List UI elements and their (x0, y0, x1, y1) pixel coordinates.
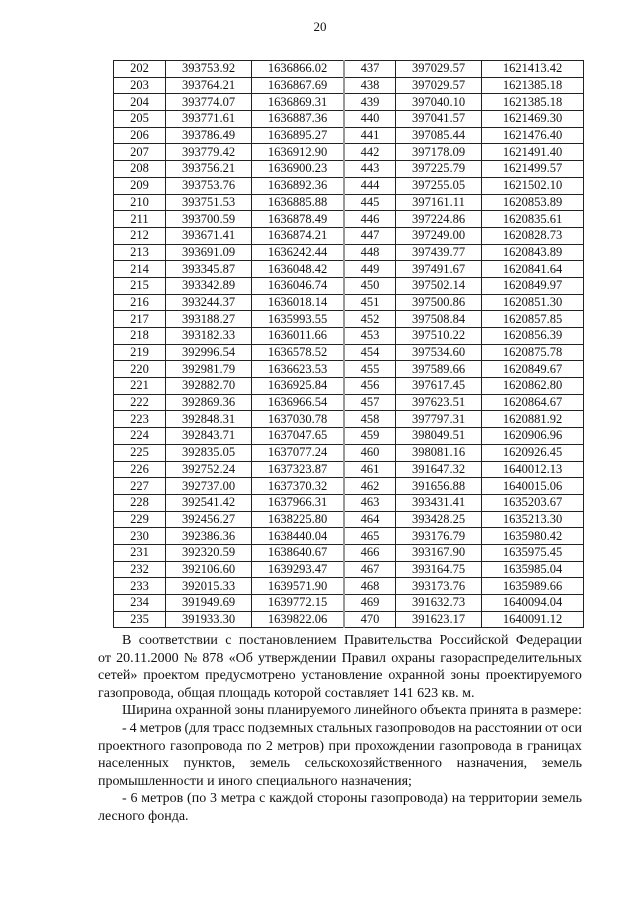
point-number-cell: 458 (344, 411, 396, 428)
point-number-cell: 235 (114, 611, 166, 628)
body-text-line: лесного фонда. (98, 808, 189, 824)
x-coordinate-cell: 392320.59 (166, 544, 252, 561)
x-coordinate-cell: 393756.21 (166, 161, 252, 178)
y-coordinate-cell: 1620841.64 (482, 261, 584, 278)
point-number-cell: 454 (344, 344, 396, 361)
point-number-cell: 231 (114, 544, 166, 561)
y-coordinate-cell: 1635213.30 (482, 511, 584, 528)
y-coordinate-cell: 1621385.18 (482, 77, 584, 94)
x-coordinate-cell: 398081.16 (396, 444, 482, 461)
y-coordinate-cell: 1620881.92 (482, 411, 584, 428)
y-coordinate-cell: 1621385.18 (482, 94, 584, 111)
point-number-cell: 223 (114, 411, 166, 428)
point-number-cell: 466 (344, 544, 396, 561)
table-row (114, 361, 584, 378)
y-coordinate-cell: 1636018.14 (252, 294, 345, 311)
point-number-cell: 219 (114, 344, 166, 361)
coordinates-table (113, 60, 584, 628)
point-number-cell: 204 (114, 94, 166, 111)
x-coordinate-cell: 393771.61 (166, 111, 252, 128)
body-text-line: - 4 метров (для трасс подземных стальных газопроводов на расстоянии от оси (122, 720, 582, 736)
y-coordinate-cell: 1638440.04 (252, 528, 345, 545)
y-coordinate-cell: 1636048.42 (252, 261, 345, 278)
x-coordinate-cell: 393244.37 (166, 294, 252, 311)
x-coordinate-cell: 397534.60 (396, 344, 482, 361)
point-number-cell: 452 (344, 311, 396, 328)
x-coordinate-cell: 397161.11 (396, 194, 482, 211)
x-coordinate-cell: 392106.60 (166, 561, 252, 578)
point-number-cell: 442 (344, 144, 396, 161)
point-number-cell: 218 (114, 328, 166, 345)
table-row (114, 461, 584, 478)
x-coordinate-cell: 392996.54 (166, 344, 252, 361)
x-coordinate-cell: 397255.05 (396, 177, 482, 194)
y-coordinate-cell: 1635985.04 (482, 561, 584, 578)
point-number-cell: 465 (344, 528, 396, 545)
x-coordinate-cell: 397617.45 (396, 378, 482, 395)
y-coordinate-cell: 1621413.42 (482, 61, 584, 78)
table-row (114, 595, 584, 612)
point-number-cell: 216 (114, 294, 166, 311)
y-coordinate-cell: 1639571.90 (252, 578, 345, 595)
x-coordinate-cell: 393176.79 (396, 528, 482, 545)
x-coordinate-cell: 397510.22 (396, 328, 482, 345)
y-coordinate-cell: 1621491.40 (482, 144, 584, 161)
y-coordinate-cell: 1640091.12 (482, 611, 584, 628)
table-row (114, 328, 584, 345)
x-coordinate-cell: 393342.89 (166, 277, 252, 294)
y-coordinate-cell: 1620856.39 (482, 328, 584, 345)
table-row (114, 177, 584, 194)
y-coordinate-cell: 1621469.30 (482, 111, 584, 128)
x-coordinate-cell: 393164.75 (396, 561, 482, 578)
table-row (114, 428, 584, 445)
point-number-cell: 232 (114, 561, 166, 578)
point-number-cell: 438 (344, 77, 396, 94)
point-number-cell: 215 (114, 277, 166, 294)
x-coordinate-cell: 393751.53 (166, 194, 252, 211)
y-coordinate-cell: 1621499.57 (482, 161, 584, 178)
point-number-cell: 228 (114, 494, 166, 511)
x-coordinate-cell: 393700.59 (166, 211, 252, 228)
table-row (114, 411, 584, 428)
y-coordinate-cell: 1640015.06 (482, 478, 584, 495)
x-coordinate-cell: 392869.36 (166, 394, 252, 411)
x-coordinate-cell: 393764.21 (166, 77, 252, 94)
point-number-cell: 214 (114, 261, 166, 278)
point-number-cell: 441 (344, 127, 396, 144)
point-number-cell: 448 (344, 244, 396, 261)
table-row (114, 127, 584, 144)
y-coordinate-cell: 1620857.85 (482, 311, 584, 328)
y-coordinate-cell: 1620875.78 (482, 344, 584, 361)
y-coordinate-cell: 1640012.13 (482, 461, 584, 478)
body-text-line: промышленности и иного специального назначения; (98, 773, 412, 789)
point-number-cell: 468 (344, 578, 396, 595)
body-text-line: сетей» проектом предусмотрено установление охранной зоны проектируемого (98, 668, 582, 684)
y-coordinate-cell: 1636866.02 (252, 61, 345, 78)
x-coordinate-cell: 393753.92 (166, 61, 252, 78)
y-coordinate-cell: 1635989.66 (482, 578, 584, 595)
body-text-line: газопровода, общая площадь которой составляет 141 623 кв. м. (98, 685, 475, 701)
x-coordinate-cell: 392981.79 (166, 361, 252, 378)
table-row (114, 444, 584, 461)
y-coordinate-cell: 1639293.47 (252, 561, 345, 578)
x-coordinate-cell: 391647.32 (396, 461, 482, 478)
y-coordinate-cell: 1636869.31 (252, 94, 345, 111)
y-coordinate-cell: 1636242.44 (252, 244, 345, 261)
table-row (114, 528, 584, 545)
table-row (114, 311, 584, 328)
table-row (114, 77, 584, 94)
x-coordinate-cell: 392843.71 (166, 428, 252, 445)
y-coordinate-cell: 1638225.80 (252, 511, 345, 528)
x-coordinate-cell: 392835.05 (166, 444, 252, 461)
y-coordinate-cell: 1620906.96 (482, 428, 584, 445)
y-coordinate-cell: 1636895.27 (252, 127, 345, 144)
y-coordinate-cell: 1620864.67 (482, 394, 584, 411)
page-number: 20 (313, 19, 327, 34)
table-row (114, 378, 584, 395)
point-number-cell: 220 (114, 361, 166, 378)
x-coordinate-cell: 392456.27 (166, 511, 252, 528)
y-coordinate-cell: 1635980.42 (482, 528, 584, 545)
point-number-cell: 234 (114, 595, 166, 612)
x-coordinate-cell: 397491.67 (396, 261, 482, 278)
y-coordinate-cell: 1636874.21 (252, 227, 345, 244)
point-number-cell: 212 (114, 227, 166, 244)
table-row (114, 144, 584, 161)
point-number-cell: 440 (344, 111, 396, 128)
point-number-cell: 210 (114, 194, 166, 211)
table-row (114, 494, 584, 511)
x-coordinate-cell: 397029.57 (396, 61, 482, 78)
x-coordinate-cell: 393779.42 (166, 144, 252, 161)
x-coordinate-cell: 393691.09 (166, 244, 252, 261)
table-row (114, 261, 584, 278)
table-row (114, 211, 584, 228)
point-number-cell: 222 (114, 394, 166, 411)
point-number-cell: 439 (344, 94, 396, 111)
body-text (98, 632, 582, 826)
y-coordinate-cell: 1636900.23 (252, 161, 345, 178)
table-row (114, 294, 584, 311)
x-coordinate-cell: 397085.44 (396, 127, 482, 144)
x-coordinate-cell: 392848.31 (166, 411, 252, 428)
y-coordinate-cell: 1635203.67 (482, 494, 584, 511)
point-number-cell: 213 (114, 244, 166, 261)
y-coordinate-cell: 1639822.06 (252, 611, 345, 628)
x-coordinate-cell: 391656.88 (396, 478, 482, 495)
x-coordinate-cell: 397439.77 (396, 244, 482, 261)
table-row (114, 194, 584, 211)
table-row (114, 61, 584, 78)
y-coordinate-cell: 1636892.36 (252, 177, 345, 194)
table-row (114, 94, 584, 111)
x-coordinate-cell: 392882.70 (166, 378, 252, 395)
point-number-cell: 445 (344, 194, 396, 211)
x-coordinate-cell: 393182.33 (166, 328, 252, 345)
point-number-cell: 205 (114, 111, 166, 128)
point-number-cell: 455 (344, 361, 396, 378)
point-number-cell: 209 (114, 177, 166, 194)
y-coordinate-cell: 1637966.31 (252, 494, 345, 511)
y-coordinate-cell: 1637323.87 (252, 461, 345, 478)
y-coordinate-cell: 1639772.15 (252, 595, 345, 612)
point-number-cell: 443 (344, 161, 396, 178)
x-coordinate-cell: 393167.90 (396, 544, 482, 561)
x-coordinate-cell: 392752.24 (166, 461, 252, 478)
x-coordinate-cell: 397029.57 (396, 77, 482, 94)
x-coordinate-cell: 397041.57 (396, 111, 482, 128)
point-number-cell: 227 (114, 478, 166, 495)
y-coordinate-cell: 1620849.67 (482, 361, 584, 378)
point-number-cell: 456 (344, 378, 396, 395)
x-coordinate-cell: 393173.76 (396, 578, 482, 595)
point-number-cell: 462 (344, 478, 396, 495)
table-row (114, 478, 584, 495)
point-number-cell: 203 (114, 77, 166, 94)
point-number-cell: 221 (114, 378, 166, 395)
x-coordinate-cell: 397178.09 (396, 144, 482, 161)
y-coordinate-cell: 1620835.61 (482, 211, 584, 228)
y-coordinate-cell: 1620851.30 (482, 294, 584, 311)
x-coordinate-cell: 397589.66 (396, 361, 482, 378)
point-number-cell: 208 (114, 161, 166, 178)
x-coordinate-cell: 397502.14 (396, 277, 482, 294)
x-coordinate-cell: 391623.17 (396, 611, 482, 628)
y-coordinate-cell: 1636887.36 (252, 111, 345, 128)
x-coordinate-cell: 393428.25 (396, 511, 482, 528)
point-number-cell: 229 (114, 511, 166, 528)
point-number-cell: 453 (344, 328, 396, 345)
point-number-cell: 207 (114, 144, 166, 161)
table-row (114, 161, 584, 178)
point-number-cell: 449 (344, 261, 396, 278)
x-coordinate-cell: 397249.00 (396, 227, 482, 244)
y-coordinate-cell: 1636623.53 (252, 361, 345, 378)
body-text-line: проектного газопровода по 2 метров) при прохождении газопровода в границах (98, 738, 582, 754)
x-coordinate-cell: 393786.49 (166, 127, 252, 144)
x-coordinate-cell: 397225.79 (396, 161, 482, 178)
x-coordinate-cell: 393431.41 (396, 494, 482, 511)
y-coordinate-cell: 1636885.88 (252, 194, 345, 211)
y-coordinate-cell: 1620853.89 (482, 194, 584, 211)
point-number-cell: 447 (344, 227, 396, 244)
y-coordinate-cell: 1635993.55 (252, 311, 345, 328)
y-coordinate-cell: 1637047.65 (252, 428, 345, 445)
table-row (114, 544, 584, 561)
y-coordinate-cell: 1637077.24 (252, 444, 345, 461)
y-coordinate-cell: 1636578.52 (252, 344, 345, 361)
y-coordinate-cell: 1636867.69 (252, 77, 345, 94)
body-text-line: - 6 метров (по 3 метра с каждой стороны газопровода) на территории земель (122, 791, 582, 807)
x-coordinate-cell: 397797.31 (396, 411, 482, 428)
point-number-cell: 451 (344, 294, 396, 311)
point-number-cell: 206 (114, 127, 166, 144)
table-row (114, 227, 584, 244)
x-coordinate-cell: 392015.33 (166, 578, 252, 595)
point-number-cell: 444 (344, 177, 396, 194)
table-row (114, 111, 584, 128)
y-coordinate-cell: 1636011.66 (252, 328, 345, 345)
point-number-cell: 437 (344, 61, 396, 78)
body-text-line: населенных пунктов, земель сельскохозяйственного назначения, земель (98, 756, 582, 772)
x-coordinate-cell: 398049.51 (396, 428, 482, 445)
y-coordinate-cell: 1635975.45 (482, 544, 584, 561)
x-coordinate-cell: 391632.73 (396, 595, 482, 612)
y-coordinate-cell: 1637030.78 (252, 411, 345, 428)
point-number-cell: 211 (114, 211, 166, 228)
body-text-line: от 20.11.2000 № 878 «Об утверждении Правил охраны газораспределительных (98, 650, 582, 666)
body-text-line: Ширина охранной зоны планируемого линейного объекта принята в размере: (122, 703, 582, 719)
x-coordinate-cell: 393345.87 (166, 261, 252, 278)
table-row (114, 561, 584, 578)
x-coordinate-cell: 393774.07 (166, 94, 252, 111)
y-coordinate-cell: 1620862.80 (482, 378, 584, 395)
y-coordinate-cell: 1637370.32 (252, 478, 345, 495)
y-coordinate-cell: 1621476.40 (482, 127, 584, 144)
x-coordinate-cell: 393188.27 (166, 311, 252, 328)
table-row (114, 244, 584, 261)
point-number-cell: 459 (344, 428, 396, 445)
table-row (114, 344, 584, 361)
y-coordinate-cell: 1636912.90 (252, 144, 345, 161)
x-coordinate-cell: 397224.86 (396, 211, 482, 228)
x-coordinate-cell: 393671.41 (166, 227, 252, 244)
point-number-cell: 460 (344, 444, 396, 461)
point-number-cell: 464 (344, 511, 396, 528)
x-coordinate-cell: 397500.86 (396, 294, 482, 311)
point-number-cell: 461 (344, 461, 396, 478)
y-coordinate-cell: 1638640.67 (252, 544, 345, 561)
table-row (114, 611, 584, 628)
x-coordinate-cell: 397040.10 (396, 94, 482, 111)
point-number-cell: 467 (344, 561, 396, 578)
point-number-cell: 226 (114, 461, 166, 478)
x-coordinate-cell: 397623.51 (396, 394, 482, 411)
y-coordinate-cell: 1620926.45 (482, 444, 584, 461)
point-number-cell: 233 (114, 578, 166, 595)
y-coordinate-cell: 1636878.49 (252, 211, 345, 228)
table-row (114, 394, 584, 411)
y-coordinate-cell: 1640094.04 (482, 595, 584, 612)
table-row (114, 511, 584, 528)
x-coordinate-cell: 392386.36 (166, 528, 252, 545)
point-number-cell: 225 (114, 444, 166, 461)
point-number-cell: 217 (114, 311, 166, 328)
point-number-cell: 446 (344, 211, 396, 228)
y-coordinate-cell: 1620849.97 (482, 277, 584, 294)
body-text-line: В соответствии с постановлением Правительства Российской Федерации (122, 633, 582, 648)
y-coordinate-cell: 1636966.54 (252, 394, 345, 411)
y-coordinate-cell: 1636925.84 (252, 378, 345, 395)
point-number-cell: 469 (344, 595, 396, 612)
point-number-cell: 470 (344, 611, 396, 628)
table-row (114, 578, 584, 595)
x-coordinate-cell: 391933.30 (166, 611, 252, 628)
x-coordinate-cell: 393753.76 (166, 177, 252, 194)
table-row (114, 277, 584, 294)
point-number-cell: 457 (344, 394, 396, 411)
y-coordinate-cell: 1636046.74 (252, 277, 345, 294)
point-number-cell: 463 (344, 494, 396, 511)
point-number-cell: 450 (344, 277, 396, 294)
y-coordinate-cell: 1621502.10 (482, 177, 584, 194)
x-coordinate-cell: 391949.69 (166, 595, 252, 612)
y-coordinate-cell: 1620843.89 (482, 244, 584, 261)
point-number-cell: 224 (114, 428, 166, 445)
x-coordinate-cell: 392541.42 (166, 494, 252, 511)
y-coordinate-cell: 1620828.73 (482, 227, 584, 244)
x-coordinate-cell: 392737.00 (166, 478, 252, 495)
x-coordinate-cell: 397508.84 (396, 311, 482, 328)
point-number-cell: 230 (114, 528, 166, 545)
point-number-cell: 202 (114, 61, 166, 78)
